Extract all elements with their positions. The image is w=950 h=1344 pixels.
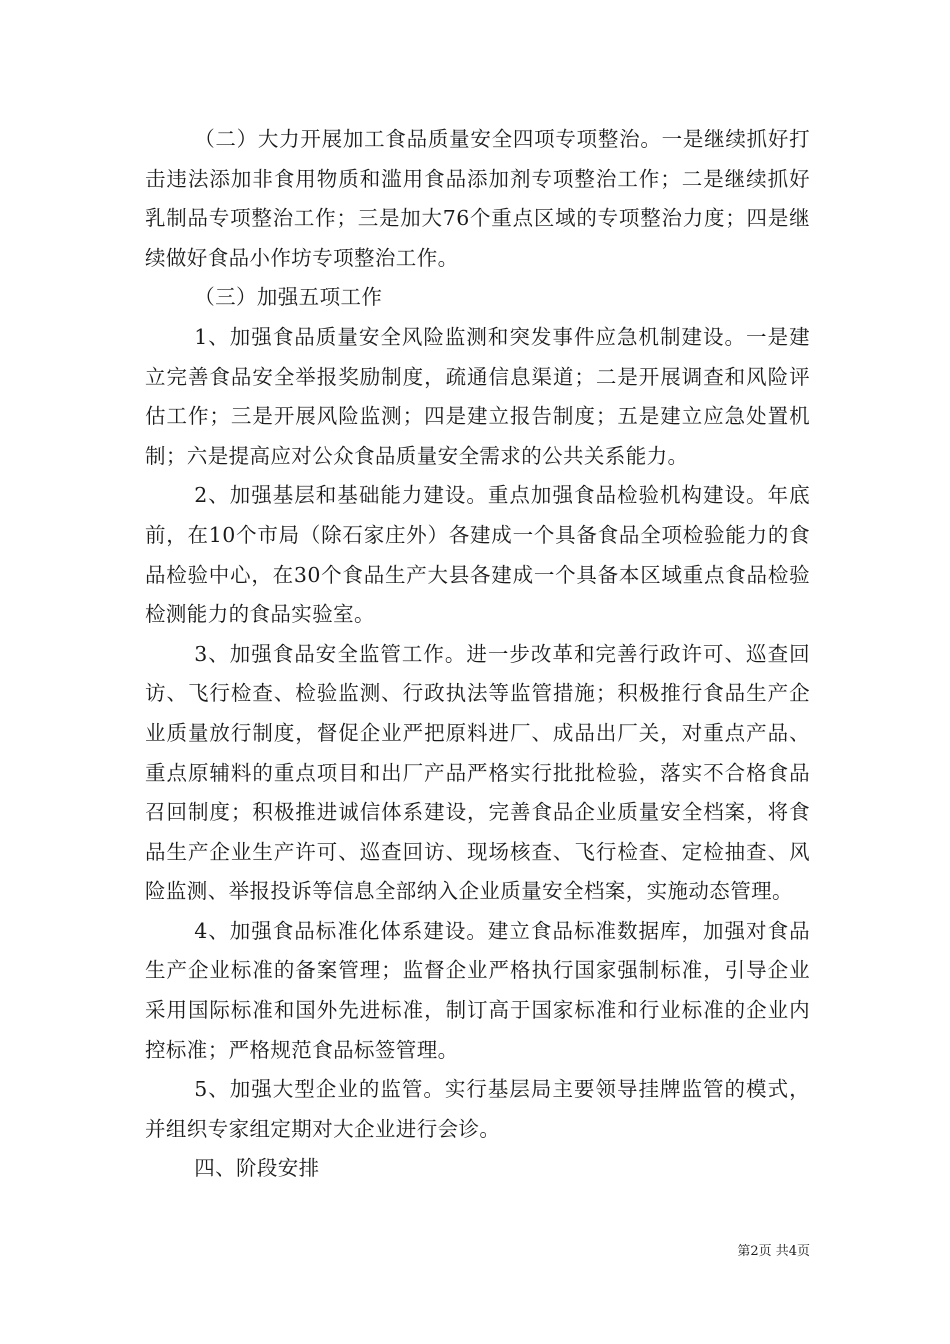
paragraph-safety-supervision: 3、加强食品安全监管工作。进一步改革和完善行政许可、巡查回访、飞行检查、检验监测、行政执法等监管措施；积极推行食品生产企业质量放行制度，督促企业严把原料进厂、成品出厂关，对重点产品、重点原辅料的重点项目和出厂产品严格实行批批检验，落实不合格食品召回制度；积极推进诚信体系建设，完善食品企业质量安全档案，将食品生产企业生产许可、巡查回访、现场核查、飞行检查、定检抽查、风险监测、举报投诉等信息全部纳入企业质量安全档案，实施动态管理。: [145, 641, 810, 904]
heading-five-tasks: （三）加强五项工作: [194, 285, 383, 310]
paragraph-standardization: 4、加强食品标准化体系建设。建立食品标准数据库，加强对食品生产企业标准的备案管理；监督企业严格执行国家强制标准，引导企业采用国际标准和国外先进标准，制订高于国家标准和行业标准的企业内控标准；严格规范食品标签管理。: [145, 918, 810, 1062]
paragraph-capacity-building: 2、加强基层和基础能力建设。重点加强食品检验机构建设。年底前，在10个市局（除石家庄外）各建成一个具备食品全项检验能力的食品检验中心，在30个食品生产大县各建成一个具备本区域重点食品检验检测能力的食品实验室。: [145, 483, 810, 627]
paragraph-risk-monitoring: 1、加强食品质量安全风险监测和突发事件应急机制建设。一是建立完善食品安全举报奖励制度，疏通信息渠道；二是开展调查和风险评估工作；三是开展风险监测；四是建立报告制度；五是建立应急处置机制；六是提高应对公众食品质量安全需求的公共关系能力。: [145, 324, 810, 468]
paragraph-large-enterprise: 5、加强大型企业的监管。实行基层局主要领导挂牌监管的模式，并组织专家组定期对大企业进行会诊。: [145, 1077, 810, 1141]
page-number: 第2页 共4页: [737, 1244, 810, 1259]
document-body: [145, 120, 810, 1189]
paragraph-special-rectification: （二）大力开展加工食品质量安全四项专项整治。一是继续抓好打击违法添加非食用物质和滥用食品添加剂专项整治工作；二是继续抓好乳制品专项整治工作；三是加大76个重点区域的专项整治力度；四是继续做好食品小作坊专项整治工作。: [145, 127, 810, 270]
heading-phase-arrangement: 四、阶段安排: [194, 1156, 320, 1181]
